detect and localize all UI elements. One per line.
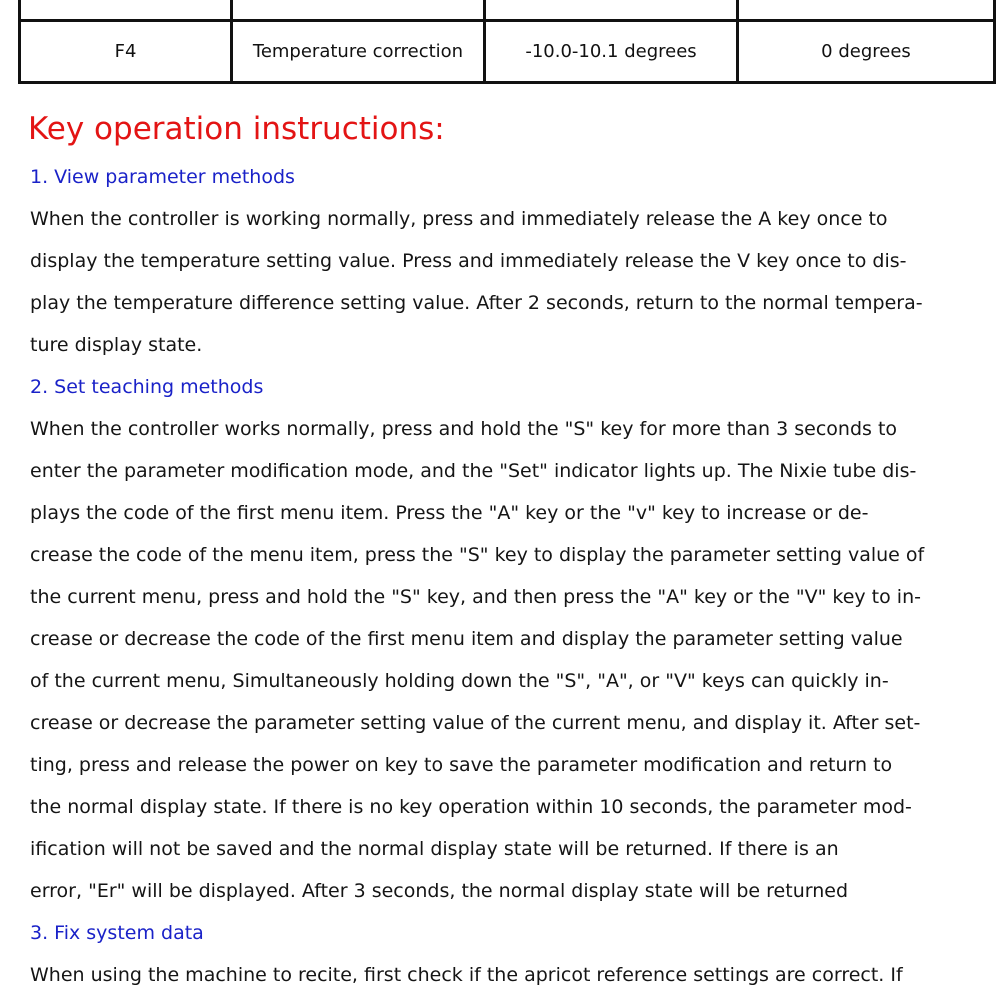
paragraph-line: crease or decrease the code of the first menu item and display the parameter setting value (30, 628, 903, 650)
subsection-heading: 2. Set teaching methods (30, 376, 264, 398)
paragraph-line: plays the code of the first menu item. Press the "A" key or the "v" key to increase or de- (30, 502, 869, 524)
paragraph-line: play the temperature difference setting value. After 2 seconds, return to the normal tempera- (30, 292, 923, 314)
paragraph-line: crease the code of the menu item, press the "S" key to display the parameter setting value of (30, 544, 925, 566)
param-default-cell: 0 degrees (738, 21, 995, 83)
table-cell (738, 0, 995, 21)
paragraph-line: ture display state. (30, 334, 203, 356)
table-row-partial (20, 0, 995, 21)
paragraph-line: When using the machine to recite, first check if the apricot reference settings are correct. If (30, 964, 903, 986)
paragraph-line: enter the parameter modification mode, and the "Set" indicator lights up. The Nixie tube dis- (30, 460, 917, 482)
param-range-cell: -10.0-10.1 degrees (485, 21, 738, 83)
table-row (20, 21, 995, 83)
paragraph-line: the normal display state. If there is no key operation within 10 seconds, the parameter mod- (30, 796, 912, 818)
paragraph-line: error, "Er" will be displayed. After 3 seconds, the normal display state will be returned (30, 880, 849, 902)
section-heading: Key operation instructions: (28, 111, 445, 147)
paragraph-line: the current menu, press and hold the "S" key, and then press the "A" key or the "V" key to in- (30, 586, 921, 608)
paragraph-line: When the controller is working normally, press and immediately release the A key once to (30, 208, 888, 230)
paragraph-line: display the temperature setting value. Press and immediately release the V key once to dis- (30, 250, 907, 272)
paragraph-line: When the controller works normally, press and hold the "S" key for more than 3 seconds to (30, 418, 898, 440)
table-cell (485, 0, 738, 21)
instructions-body (30, 156, 975, 996)
parameter-table (18, 0, 996, 84)
param-code-cell: F4 (20, 21, 232, 83)
subsection-heading: 3. Fix system data (30, 922, 204, 944)
paragraph-line: crease or decrease the parameter setting value of the current menu, and display it. After set- (30, 712, 921, 734)
param-name-cell: Temperature correction (232, 21, 485, 83)
paragraph-line: ting, press and release the power on key to save the parameter modification and return to (30, 754, 893, 776)
paragraph-line: ification will not be saved and the normal display state will be returned. If there is an (30, 838, 839, 860)
paragraph-line: of the current menu, Simultaneously holding down the "S", "A", or "V" keys can quickly in- (30, 670, 889, 692)
table-cell (232, 0, 485, 21)
table-cell (20, 0, 232, 21)
subsection-heading: 1. View parameter methods (30, 166, 295, 188)
